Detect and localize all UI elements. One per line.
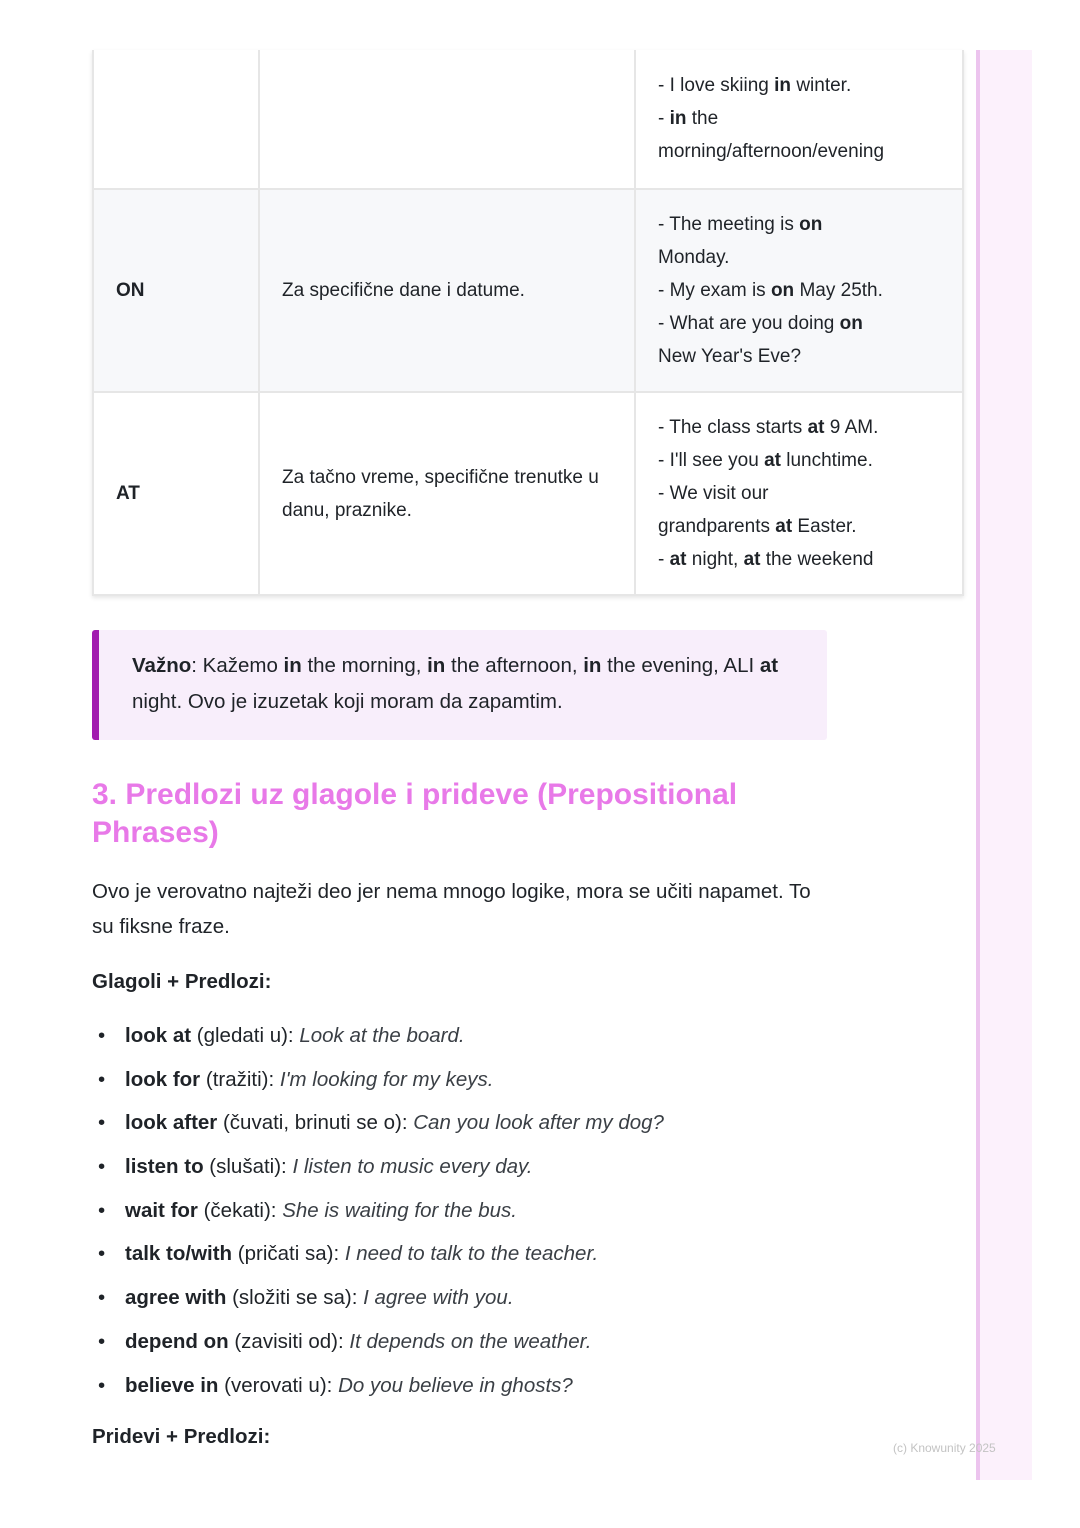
bullet-icon: • (98, 1198, 106, 1222)
list-item (92, 1326, 827, 1370)
preposition-cell: ON (93, 189, 259, 392)
adjectives-subheading: Pridevi + Predlozi: (92, 1425, 271, 1449)
list-item (92, 1282, 827, 1326)
phrase-example: I listen to music every day. (292, 1155, 533, 1179)
text-run: the evening, ALI (601, 654, 760, 677)
text-run: - The class starts (658, 417, 808, 438)
table-row (93, 50, 963, 189)
list-item (92, 1195, 827, 1239)
preposition-cell: AT (93, 392, 259, 595)
phrase-example: Do you believe in ghosts? (338, 1373, 573, 1397)
text-run: - What are you doing (658, 313, 840, 334)
bold-text: at (775, 516, 793, 537)
phrase-verb: talk to/with (125, 1242, 233, 1266)
text-run: night. Ovo je izuzetak koji moram da zapamtim. (132, 690, 563, 713)
phrase-meaning: (složiti se sa): (226, 1286, 364, 1310)
bold-text: at (669, 549, 687, 570)
bold-text: in (669, 108, 687, 129)
bullet-icon: • (98, 1242, 106, 1266)
text-run: - I love skiing (658, 75, 775, 96)
bullet-icon: • (98, 1067, 106, 1091)
bold-text: on (839, 313, 863, 334)
bold-text: at (743, 549, 761, 570)
example-line (658, 69, 940, 102)
phrase-verb: wait for (125, 1198, 198, 1222)
phrase-meaning: (čekati): (197, 1198, 283, 1222)
bold-text: in (427, 654, 446, 677)
example-line (658, 411, 940, 444)
text-run: Monday. (658, 247, 730, 268)
example-line (658, 307, 940, 340)
bold-text: at (764, 450, 781, 471)
list-item (92, 1107, 827, 1151)
phrase-verb: agree with (125, 1286, 227, 1310)
phrase-meaning: (tražiti): (200, 1067, 280, 1091)
table-row (93, 392, 963, 595)
usage-cell: Za tačno vreme, specifične trenutke u danu, praznike. (259, 392, 635, 595)
bullet-icon: • (98, 1024, 106, 1047)
text-run: morning/afternoon/evening (658, 141, 885, 162)
examples-cell (635, 392, 963, 595)
bullet-icon: • (98, 1373, 106, 1397)
example-line (658, 208, 940, 241)
bold-text: in (283, 654, 302, 677)
phrase-example: It depends on the weather. (349, 1329, 592, 1353)
list-item (92, 1064, 827, 1108)
bold-text: in (583, 654, 602, 677)
example-line (658, 274, 940, 307)
phrase-example: I'm looking for my keys. (279, 1067, 494, 1091)
phrase-example: Look at the board. (299, 1024, 465, 1047)
phrase-meaning: (čuvati, brinuti se o): (217, 1111, 414, 1135)
text-run: winter. (791, 75, 852, 96)
example-line (658, 510, 940, 543)
bullet-icon: • (98, 1111, 106, 1135)
phrase-meaning: (pričati sa): (232, 1242, 345, 1266)
example-line (658, 477, 940, 510)
example-line (658, 543, 940, 576)
text-run: grandparents (658, 516, 776, 537)
bullet-icon: • (98, 1155, 106, 1179)
verb-phrase-list (92, 1020, 827, 1413)
text-run: 9 AM. (824, 417, 879, 438)
bold-text: in (774, 75, 792, 96)
document-content (92, 50, 885, 1453)
table-row (93, 189, 963, 392)
preposition-cell (93, 50, 259, 189)
text-run: - (658, 108, 670, 129)
text-run: lunchtime. (780, 450, 873, 471)
usage-cell (259, 50, 635, 189)
text-run: New Year's Eve? (658, 346, 802, 367)
usage-cell: Za specifične dane i datume. (259, 189, 635, 392)
example-line (658, 135, 940, 168)
text-run: night, (686, 549, 744, 570)
bold-text: Važno (132, 654, 192, 677)
example-line (658, 241, 940, 274)
text-run: - I'll see you (658, 450, 765, 471)
bold-text: at (759, 654, 779, 677)
prepositions-time-table (92, 50, 964, 596)
examples-cell (635, 189, 963, 392)
phrase-meaning: (zavisiti od): (228, 1329, 350, 1353)
phrase-example: She is waiting for the bus. (282, 1198, 517, 1222)
bullet-icon: • (98, 1286, 106, 1310)
text-run: - My exam is (658, 280, 771, 301)
text-run: May 25th. (794, 280, 883, 301)
text-run: - (658, 549, 670, 570)
verbs-subheading: Glagoli + Predlozi: (92, 970, 272, 993)
list-item (92, 1238, 827, 1282)
list-item (92, 1020, 827, 1064)
list-item (92, 1370, 827, 1414)
important-note-callout (92, 630, 827, 740)
text-run: : Kažemo (191, 654, 284, 677)
phrase-verb: look at (125, 1024, 192, 1047)
text-run: - We visit our (658, 483, 769, 504)
phrase-example: Can you look after my dog? (413, 1111, 664, 1135)
phrase-example: I agree with you. (363, 1286, 514, 1310)
phrase-verb: depend on (125, 1329, 229, 1353)
bold-text: on (799, 214, 823, 235)
phrase-meaning: (verovati u): (218, 1373, 339, 1397)
bullet-icon: • (98, 1329, 106, 1353)
phrase-verb: believe in (125, 1373, 219, 1397)
copyright-footer: (c) Knowunity 2025 (893, 1441, 996, 1455)
phrase-meaning: (gledati u): (191, 1024, 300, 1047)
text-run: the morning, (301, 654, 428, 677)
list-item (92, 1151, 827, 1195)
side-decoration-strip (976, 50, 1032, 1480)
text-run: Easter. (792, 516, 857, 537)
bold-text: on (770, 280, 795, 301)
section-heading: 3. Predlozi uz glagole i prideve (Prepositional Phrases) (92, 778, 738, 849)
phrase-meaning: (slušati): (203, 1155, 293, 1179)
example-line (658, 444, 940, 477)
phrase-verb: listen to (125, 1155, 204, 1179)
phrase-example: I need to talk to the teacher. (344, 1242, 599, 1266)
phrase-verb: look for (125, 1067, 201, 1091)
section-intro: Ovo je verovatno najteži deo jer nema mnogo logike, mora se učiti napamet. To su fiksne fraze. (92, 880, 811, 938)
examples-cell (635, 50, 963, 189)
phrase-verb: look after (125, 1111, 218, 1135)
bold-text: at (807, 417, 825, 438)
example-line (658, 340, 940, 373)
text-run: - The meeting is (658, 214, 800, 235)
text-run: the weekend (760, 549, 874, 570)
example-line (658, 102, 940, 135)
text-run: the (686, 108, 719, 129)
text-run: the afternoon, (445, 654, 584, 677)
